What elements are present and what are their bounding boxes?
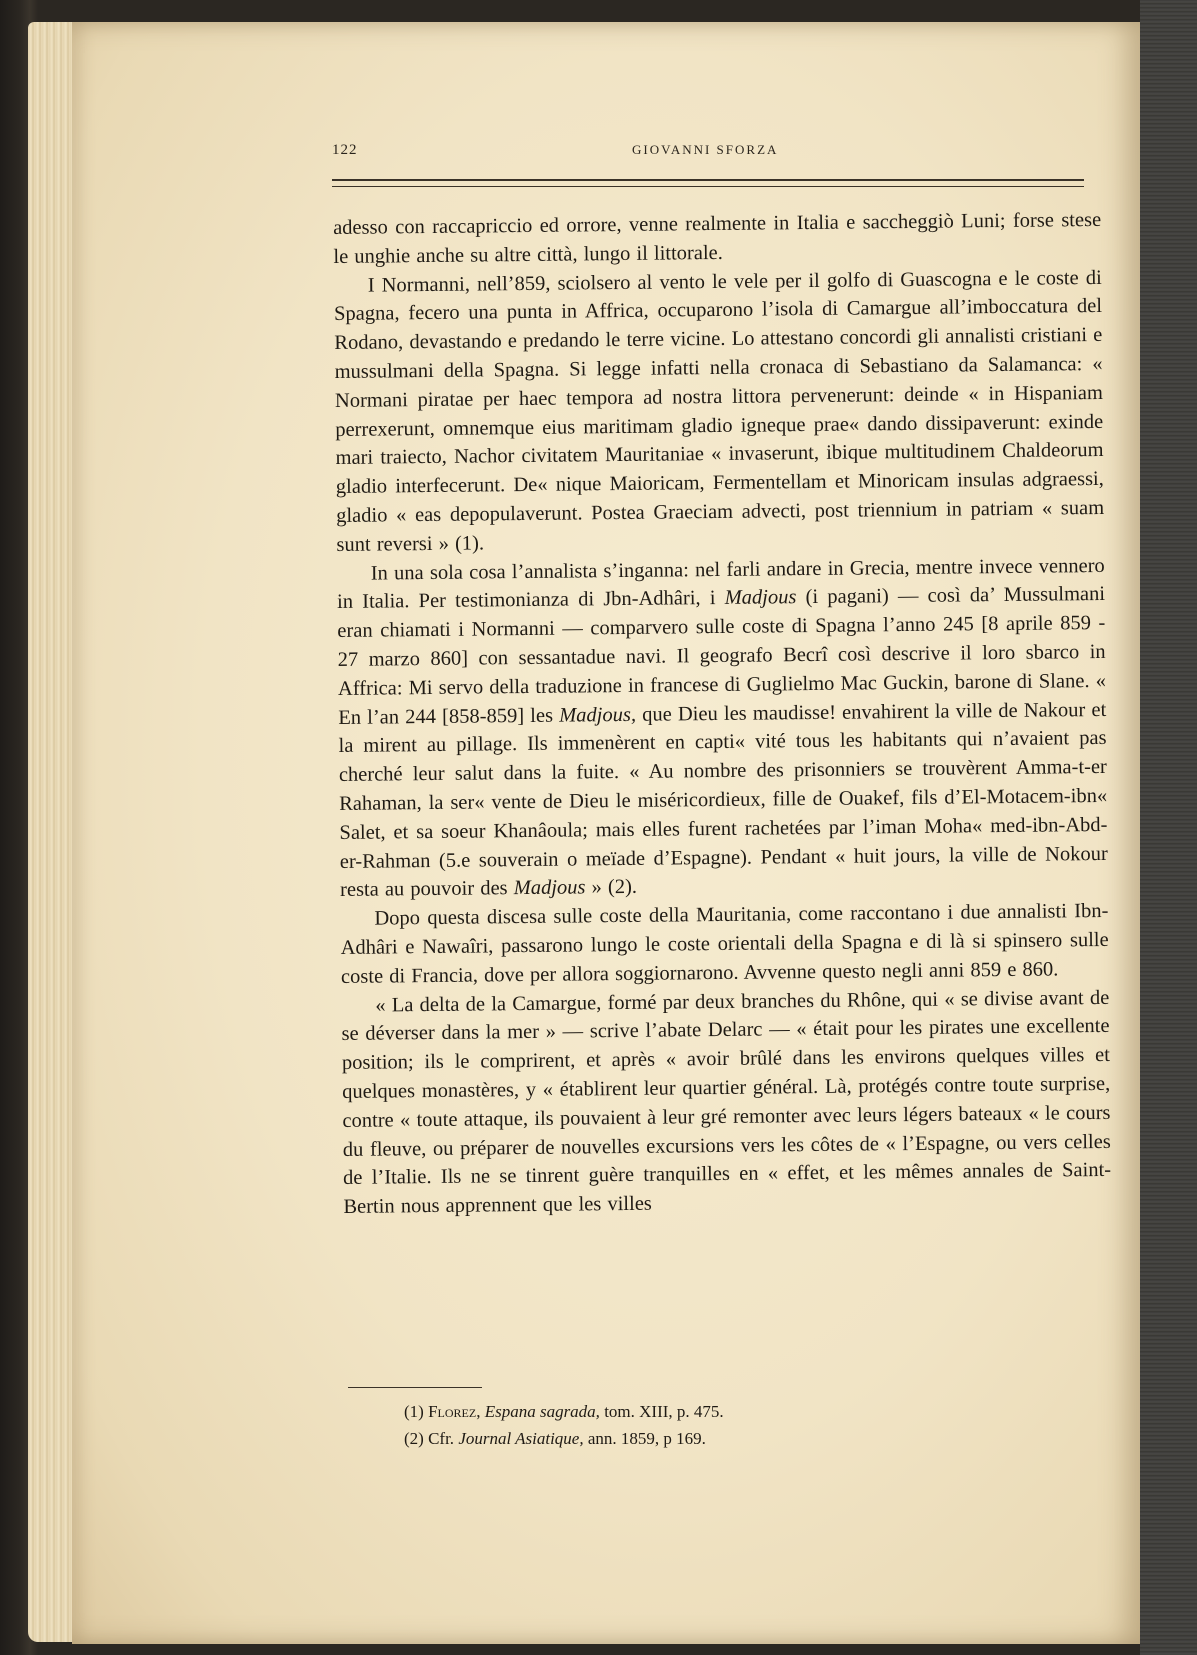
italic-term: Madjous <box>724 586 797 610</box>
text-run: In una sola cosa l’annalista s’inganna: nel farli andare in Grecia, mentre invece vennero in Italia. Per testimonianza di Jbn-Adhâri, i <box>336 554 1105 614</box>
running-head: GIOVANNI SFORZA <box>632 142 779 157</box>
body-text <box>333 206 1112 1222</box>
paragraph: Dopo questa discesa sulle coste della Mauritania, come raccontano i due annalisti Ibn-Adhâri e Nawaîri, passarono lungo le coste orientali della Spagna e di là si spinsero sulle coste di Francia, dove per allora soggiornarono. Avvenne questo negli anni 859 e 860. <box>340 900 1109 988</box>
paragraph: I Normanni, nell’859, sciolsero al vento le vele per il golfo di Guascogna e le coste di Spagna, fecero una punta in Affrica, occuparono l’isola di Camargue all’imboccatura del Rodano, devastando e predando le terre vicine. Lo attestano concordi gli annalisti cristiani e mussulmani della Spagna. Si legge infatti nella cronaca di Sebastiano da Salamanca: « Normani piratae per haec tempora ad nostra littora pervenerunt: deinde « in Hispaniam perrexerunt, omnemque eius maritimam gladio igneque prae« dando dissipaverunt: exinde mari traiecto, Nachor civitatem Mauritaniae « invaserunt, ibique multitudinem Chaldeorum gladio interfecerunt. De« nique Maioricam, Fermentellam et Minoricam insulas adgraessi, gladio « eas depopulaverunt. Postea Graeciam advecti, post triennium in patriam « suam sunt reversi » (1). <box>333 266 1105 556</box>
italic-term: Madjous <box>513 876 586 900</box>
italic-term: Madjous, <box>559 703 637 727</box>
footnotes <box>404 1398 1004 1452</box>
footnote-number: (2) <box>404 1429 424 1448</box>
paragraph <box>337 552 1109 906</box>
text-run: (i pagani) — così da’ Mussulmani eran chiamati i Normanni — comparvero sulle coste di Spagna l’anno 245 [8 aprile 859 - 27 marzo 860] con sessantadue navi. Il geografo Becrî così descrive il loro sbarco in Affrica: Mi servo della traduzione in francese di Guglielmo Mac Guckin, barone di Slane. « En l’an 244 [858-859] les <box>337 583 1107 729</box>
header-rule <box>332 179 1084 181</box>
paragraph: adesso con raccapriccio ed orrore, venne realmente in Italia e saccheggiò Luni; forse stese le unghie anche su altre città, lungo il littorale. <box>333 208 1102 268</box>
footnote-ref: tom. XIII, p. 475. <box>604 1402 724 1421</box>
book-binding <box>1140 0 1197 1655</box>
text-run: » (2). <box>585 876 638 899</box>
footnote-title: Espana sagrada, <box>484 1402 600 1421</box>
footnote-author: Florez, <box>428 1402 481 1421</box>
text-run: que Dieu les maudisse! envahirent la ville de Nakour et la mirent au pillage. Ils immenèrent en capti« vité tous les habitants qui n’avaient pas cherché leur salut dans la fuite. « Au nombre des prisonniers se trouvèrent Amma-t-er Rahaman, la ser« vente de Dieu le miséricordieux, fille de Ouakef, fils d’El-Motacem-ibn« Salet, et sa soeur Khanâoula; mais elles furent rachetées par l’iman Moha« med-ibn-Abd-er-Rahman (5.e souverain o meïade d’Espagne). Pendant « huit jours, la ville de Nokour resta au pouvoir des <box>338 698 1108 902</box>
page-number: 122 <box>332 142 358 158</box>
footnote <box>404 1398 1004 1425</box>
footnote-ref: ann. 1859, p 169. <box>587 1429 706 1448</box>
footnote-rule <box>348 1387 482 1388</box>
footnote-prefix: Cfr. <box>428 1429 455 1448</box>
footnote-number: (1) <box>404 1402 424 1421</box>
paragraph: « La delta de la Camargue, formé par deux branches du Rhône, qui « se divise avant de se déverser dans la mer » — scrive l’abate Delarc — « était pour les pirates une excellente position; ils le comprirent, et après « avoir brûlé dans les environs quelques villes et quelques monastères, y « établirent leur quartier général. Là, protégés contre toute surprise, contre « toute attaque, ils pouvaient à leur gré remonter avec leurs légers bateaux « le cours du fleuve, ou préparer de nouvelles excursions vers les côtes de « l’Espagne, ou vers celles de l’Italie. Ils ne se tinrent guère tranquilles en « effet, et les mêmes annales de Saint-Bertin nous apprennent que les villes <box>341 986 1112 1219</box>
header-rule-thin <box>332 186 1084 187</box>
footnote <box>404 1425 1004 1452</box>
footnote-title: Journal Asiatique, <box>458 1429 584 1448</box>
page-header <box>332 138 1084 160</box>
